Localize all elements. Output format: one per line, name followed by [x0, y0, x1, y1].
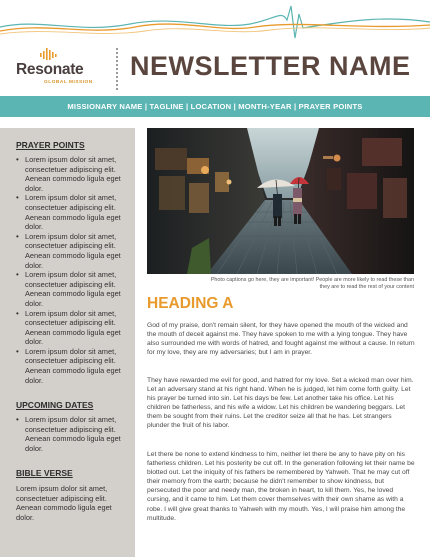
sidebar — [0, 128, 135, 557]
header-wave-decoration — [0, 0, 430, 46]
list-item: • Lorem ipsum dolor sit amet, consectetuer adipiscing elit. Aenean commodo ligula eget dolor. — [16, 347, 128, 385]
body-paragraph: They have rewarded me evil for good, and hatred for my love. Set a wicked man over him. Let an adversary stand at his right hand. When he is judged, let him come forth guilty. Let his prayer be turned into sin. Let his days be few. Let another take his office. Let his children be fatherless, and his wife a widow. Let his children be wandering beggars. Let them be sought from their ruins. Let the creditor seize all that he has. Let strangers plunder the fruit of his labor. — [147, 377, 414, 430]
list-item: • Lorem ipsum dolor sit amet, consectetuer adipiscing elit. Aenean commodo ligula eget dolor. — [16, 309, 128, 347]
list-item: • Lorem ipsum dolor sit amet, consectetuer adipiscing elit. Aenean commodo ligula eget dolor. — [16, 232, 128, 270]
brand-tagline: GLOBAL MISSION — [44, 80, 93, 85]
photo-caption: Photo captions go here, they are important! People are more likely to read these than they are to read the rest of your content — [210, 277, 414, 290]
upcoming-dates-heading: UPCOMING DATES — [16, 400, 94, 410]
body-paragraph: God of my praise, don't remain silent, for they have opened the mouth of the wicked and the mouth of deceit against me. They have spoken to me with a lying tongue. They have also surrounded me with words of hatred, and fought against me without a cause. In return for my love, they are my adversaries; but I am in prayer. — [147, 322, 415, 357]
upcoming-dates-list — [16, 415, 124, 453]
brand-logo — [14, 48, 114, 90]
newsletter-title: NEWSLETTER NAME — [130, 51, 411, 81]
body-paragraph: Let there be none to extend kindness to him, neither let there be any to have pity on his fatherless children. Let his posterity be cut off. In the generation following let their name be blotted out. Let the iniquity of his fathers be remembered by Yahweh. That he may cut off their memory from the earth; because he didn't remember to show kindness, but persecuted the poor and needy man, the broken in heart, to kill them. Yes, he loved cursing, and it came to him. Let them cover themselves with their own shame as with a robe. I will give great thanks to Yahweh with my mouth. Yes, I will praise him among the multitude. — [147, 451, 415, 522]
subtitle-bar-text: MISSIONARY NAME | TAGLINE | LOCATION | MONTH-YEAR | PRAYER POINTS — [67, 102, 363, 111]
bible-verse-text: Lorem ipsum dolor sit amet, consectetuer adipiscing elit. Aenean commodo ligula eget dolor. — [16, 484, 112, 522]
section-heading: HEADING A — [147, 295, 234, 312]
list-item: • Lorem ipsum dolor sit amet, consectetuer adipiscing elit. Aenean commodo ligula eget dolor. — [16, 415, 124, 453]
brand-name: Resonate — [16, 61, 84, 78]
subtitle-bar — [0, 96, 430, 117]
list-item: • Lorem ipsum dolor sit amet, consectetuer adipiscing elit. Aenean commodo ligula eget dolor. — [16, 155, 128, 193]
alley-street-photo — [147, 128, 414, 274]
list-item: • Lorem ipsum dolor sit amet, consectetuer adipiscing elit. Aenean commodo ligula eget dolor. — [16, 270, 128, 308]
header-divider — [116, 48, 118, 90]
prayer-points-heading: PRAYER POINTS — [16, 140, 85, 150]
bible-verse-heading: BIBLE VERSE — [16, 468, 73, 478]
prayer-points-list — [16, 155, 128, 385]
list-item: • Lorem ipsum dolor sit amet, consectetuer adipiscing elit. Aenean commodo ligula eget dolor. — [16, 193, 128, 231]
